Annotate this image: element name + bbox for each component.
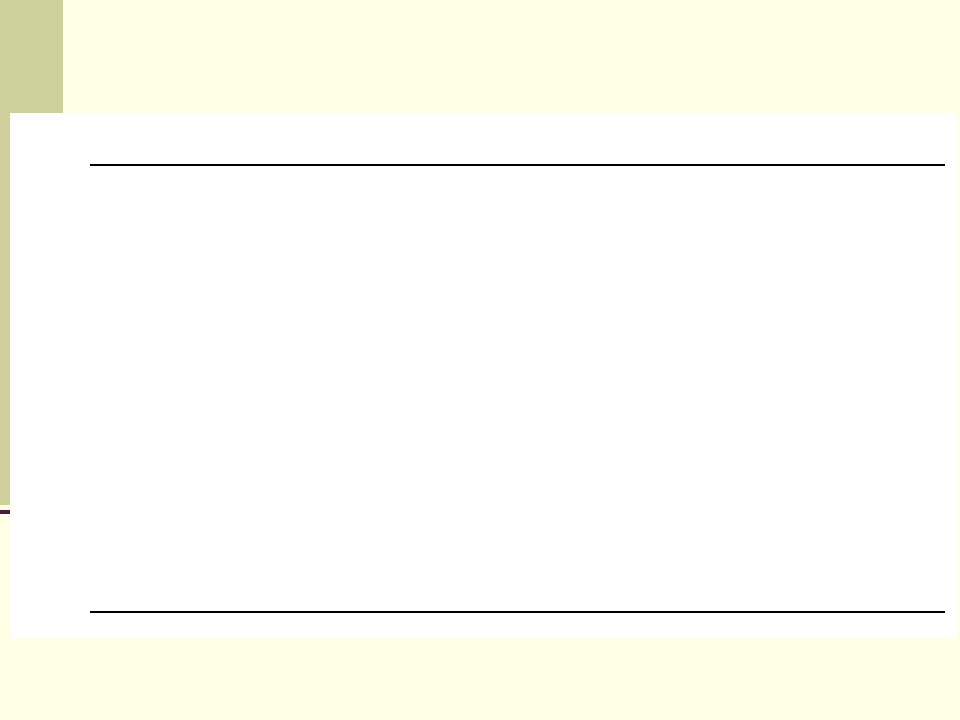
gene-figure-panel	[10, 113, 957, 638]
slide-side-accent	[0, 510, 10, 514]
gene-figure	[10, 113, 957, 638]
